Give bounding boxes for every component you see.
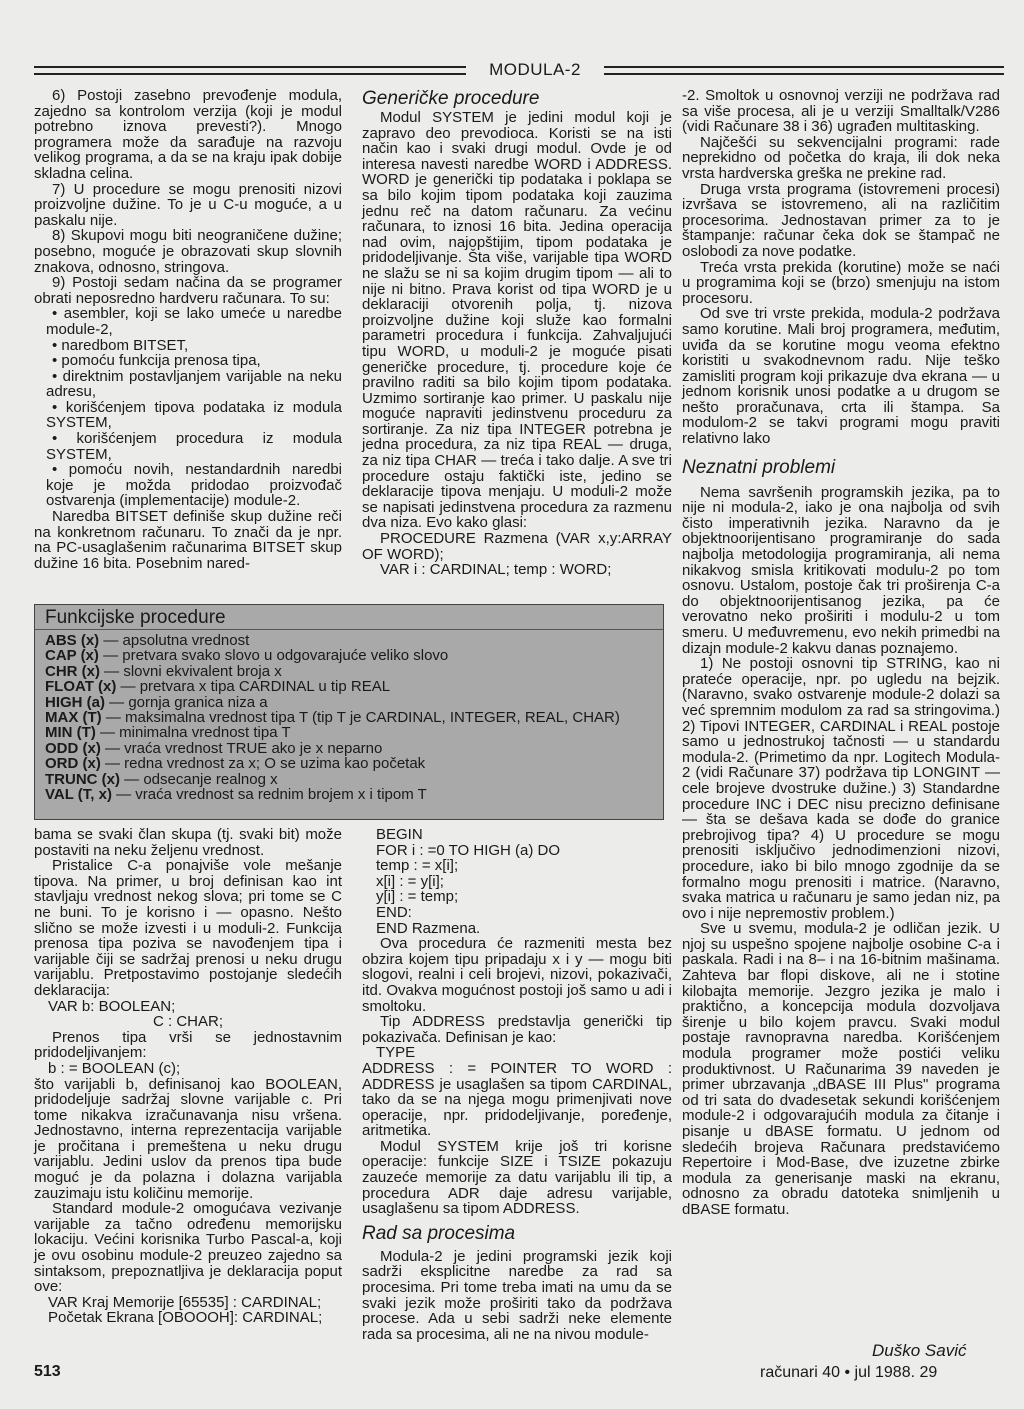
section-heading-processes: Rad sa procesima xyxy=(362,1222,516,1244)
function-name: TRUNC (x) xyxy=(45,770,120,788)
paragraph: Sve u svemu, modula-2 je odličan jezik. U njoj su uspešno spojene najbolje osobine C-a i paskala. Radi i na 8– i na 16-bitnim mašinama. Zahteva bar flopi diskove, ali ne i stotine kilobajta memorije. Jezgro jezika je malo i praktično, a koncepcija modula dozvoljava širenje u bilo kojem pravcu. Svaki modul postaje ravnopravna naredba. Korišćenjem modula programer može postići veliku produktivnost. U Računarima 39 naveden je primer ubrzavanja „dBASE III Plus" programa od tri sata do dvadesetak sekundi korišćenjem module-2 i odgovarajućih modula za čitanje i pisanje u dBASE formatu. U jednom od sledećih brojeva Računara predstavićemo Repertoire i Mod-Base, dve izuzetne zbirke modula za generisanje maski na ekranu, odnosno za obradu datoteka snimljenih u dBASE formatu. xyxy=(682,920,1000,1218)
function-row xyxy=(45,664,655,679)
section-heading-minor-problems: Neznatni problemi xyxy=(682,456,836,478)
page-number-left: 513 xyxy=(34,1363,61,1380)
paragraph: 9) Postoji sedam načina da se programer obrati neposredno hardveru računara. To su: xyxy=(34,274,342,307)
running-title: MODULA-2 xyxy=(489,60,581,79)
paragraph: x[i] : = y[i]; xyxy=(376,872,444,890)
column-1-bottom xyxy=(34,827,342,1326)
box-title: Funkcijske procedure xyxy=(45,607,226,628)
paragraph: -2. Smoltok u osnovnoj verziji ne podržava rad sa više procesa, ali je u verziji Smalltalk/V286 (vidi Računare 38 i 36) ugrađen multitasking. xyxy=(682,87,1000,136)
function-description: — vraća vrednost sa rednim brojem x i tipom T xyxy=(111,786,427,804)
paragraph: Pristalice C-a ponajviše vole mešanje tipova. Na primer, u broj definisan kao int stavljaju vrednost nekog slova; pri tome se C ne buni. To je korisno i — opasno. Nešto slično se može izvesti i u moduli-2. Funkcija prenosa tipa poziva se navođenjem tipa i varijable čiji se sadržaj prenosi u neku drugu varijablu. Pretpostavimo postojanje sledećih deklaracija: xyxy=(34,857,342,999)
paragraph: 8) Skupovi mogu biti neograničene dužine; posebno, moguće je obrazovati skup slovnih znakova, odnosno, stringova. xyxy=(34,227,342,276)
column-1-top xyxy=(34,88,342,571)
paragraph: VAR Kraj Memorije [65535] : CARDINAL; xyxy=(48,1293,322,1311)
function-name: ORD (x) xyxy=(45,755,101,773)
function-description: — minimalna vrednost tipa T xyxy=(95,724,291,742)
function-name: FLOAT (x) xyxy=(45,678,117,696)
paragraph: Standard module-2 omogućava vezivanje varijable za tačno određenu memorijsku lokaciju. Većini korisnika Turbo Pascal-a, koji je ovu osobinu module-2 preuzeo zajedno sa sintaksom, prepoznatljiva je deklaracija poput ove: xyxy=(34,1200,342,1296)
paragraph: END: xyxy=(376,903,412,921)
function-name: HIGH (a) xyxy=(45,693,105,711)
function-row xyxy=(45,756,655,771)
section-heading-generic-procedures: Generičke procedure xyxy=(362,88,540,109)
paragraph: Najčešći su sekvencijalni programi: rade neprekidno od početka do kraja, ili dok neka vrsta hardverska greška ne prekine rad. xyxy=(682,133,1000,182)
function-description: — pretvara svako slovo u odgovarajuće veliko slovo xyxy=(98,647,449,665)
box-header xyxy=(35,605,663,630)
function-name: CHR (x) xyxy=(45,662,100,680)
function-description: — apsolutna vrednost xyxy=(99,632,250,649)
function-description: — odsecanje realnog x xyxy=(120,770,278,788)
paragraph: END Razmena. xyxy=(376,919,481,937)
function-row xyxy=(45,695,655,710)
paragraph: • pomoću novih, nestandardnih naredbi koje je možda pridodao proizvođač ostvarenja (implementacije) module-2. xyxy=(46,461,342,510)
column-2-code-and-text xyxy=(362,827,672,1217)
function-row xyxy=(45,787,655,802)
page-header xyxy=(34,60,1004,80)
paragraph: Modul SYSTEM krije još tri korisne operacije: funkcije SIZE i TSIZE pokazuju zauzeće memorije za datu varijablu ili tip, a procedura ADR daje adresu varijable, usaglašenu sa tipom ADDRESS. xyxy=(362,1137,672,1218)
function-procedures-box xyxy=(34,604,664,820)
paragraph: Naredba BITSET definiše skup dužine reči na konkretnom računaru. To znači da je npr. na PC-usaglašenim računarima BITSET skup dužine 16 bita. Posebnim nared- xyxy=(34,508,342,572)
function-description: — redna vrednost za x; O se uzima kao početak xyxy=(100,755,426,773)
paragraph: Početak Ekrana [OBOOOH]: CARDINAL; xyxy=(48,1309,323,1327)
paragraph: Druga vrsta programa (istovremeni procesi) izvršava se istovremeno, ali na različitim procesorima. Jednostavan primer za to je štampanje: računar čeka dok se štampač ne oslobodi za nove podatke. xyxy=(682,180,1000,260)
paragraph: C : CHAR; xyxy=(152,1013,223,1031)
paragraph: Nema savršenih programskih jezika, pa to nije ni modula-2, iako je ona najbolja od svih čisto imperativnih jezika. Naravno da je objektnoorijentisano programiranje do sada najbolja metodologija programiranja, ali nema nikakvog smisla kritikovati modulu-2 po tom osnovu. Ustalom, postoje čak tri proširenja C-a do objektnoorijentisanog jezika, pa će verovatno neko proširiti i modulu-2 u tom smeru. U međuvremenu, evo nekih primedbi na dizajn module-2 kakvu danas poznajemo. xyxy=(682,483,1000,657)
column-3-text xyxy=(682,88,1000,447)
function-row xyxy=(45,710,655,725)
function-row xyxy=(45,633,655,648)
paragraph: ADDRESS : = POINTER TO WORD : ADDRESS je usaglašen sa tipom CARDINAL, tako da se na njega mogu primenjivati nove operacije, npr. pridodeljivanje, poređenje, aritmetika. xyxy=(362,1059,672,1140)
paragraph: 7) U procedure se mogu prenositi nizovi proizvoljne dužine. To je u C-u moguće, a u paskalu nije. xyxy=(34,180,342,229)
author-signature: Duško Savić xyxy=(872,1341,967,1360)
paragraph: FOR i : =0 TO HIGH (a) DO xyxy=(376,841,561,859)
paragraph: • naredbom BITSET, xyxy=(52,336,189,354)
function-name: MIN (T) xyxy=(45,724,96,742)
paragraph: što varijabli b, definisanoj kao BOOLEAN, pridodeljuje sadržaj slovne varijable c. Pri tome nikakva izračunavanja nisu vršena. Jednostavno, interna reprezentacija varijable je pročitana i premeštena u neku drugu varijablu. Jedini uslov da prenos tipa bude moguć je da polazna i dolazna varijabla zauzimaju istu količinu memorije. xyxy=(34,1075,342,1202)
issue-footer: računari 40 • jul 1988. 29 xyxy=(760,1364,938,1381)
paragraph: Modul SYSTEM je jedini modul koji je zapravo deo prevodioca. Koristi se na isti način kao i svaki drugi modul. Ovde je od interesa navesti naredbe WORD i ADDRESS. WORD je generički tip podataka i poklapa se sa bilo kojim tipom podataka koji zauzima jednu reč na datom računaru. Za većinu računara, to iznosi 16 bita. Jedina operacija nad ovim, najopštijim, tipom podataka je pridodeljivanje. Šta više, varijable tipa WORD ne slažu se ni sa kojim drugim tipom — ali to nije ni bitno. Prava korist od tipa WORD je u deklaraciji otvorenih polja, tj. nizova proizvoljne dužine koji služe kao formalni parametri procedura i funkcija. Zahvaljujući tipu WORD, u moduli-2 je moguće pisati generičke procedure, tj. procedure koje će pravilno raditi sa bilo kojim tipom podataka. Uzmimo sortiranje kao primer. U paskalu nije moguće napraviti jedinstvenu proceduru za sortiranje. Za niz tipa INTEGER potrebna je jedna procedura, za niz tipa REAL — druga, za niz tipa CHAR — treća i tako dalje. A sve tri procedure ostaju faktički iste, jedino se deklaracije tipova menjaju. U moduli-2 može se napisati jedinstvena procedura za razmenu dva niza. Evo kako glasi: xyxy=(362,109,672,532)
paragraph: 1) Ne postoji osnovni tip STRING, kao ni prateće operacije, npr. po ugledu na bejzik. (Naravno, svako ostvarenje module-2 dolazi sa već spremnim modulom za rad sa stringovima.) 2) Tipovi INTEGER, CARDINAL i REAL postoje samo u jednostrukoj tačnosti — u standardu modula-2. (Primetimo da npr. Logitech Modula-2 (vidi Računare 37) podržava tip LONGINT — cele brojeve dvostruke dužine.) 3) Standardne procedure INC i DEC nisu precizno definisane — šta se dešava kada se dođe do granice prebrojivog tipa? 4) U procedure se mogu prenositi isključivo jednodimenzioni nizovi, procedure, iako bi bilo mnogo zgodnije da se formalno mogu prenositi i matrice. (Naravno, svaka matrica u računaru je samo jedan niz, pa ovo i nije nepremostiv problem.) xyxy=(682,655,1000,922)
function-row xyxy=(45,679,655,694)
column-2-top xyxy=(362,88,672,578)
paragraph: • korišćenjem tipova podataka iz modula SYSTEM, xyxy=(46,398,342,432)
paragraph: • direktnim postavljanjem varijable na neku adresu, xyxy=(46,367,342,401)
paragraph: • asembler, koji se lako umeće u naredbe module-2, xyxy=(46,305,342,338)
function-description: — vraća vrednost TRUE ako je x neparno xyxy=(100,739,383,757)
function-name: ABS (x) xyxy=(45,632,100,649)
paragraph: y[i] : = temp; xyxy=(376,888,459,906)
function-name: ODD (x) xyxy=(45,739,101,757)
function-row xyxy=(45,725,655,740)
function-description: — maksimalna vrednost tipa T (tip T je CARDINAL, INTEGER, REAL, CHAR) xyxy=(101,709,620,727)
function-name: VAL (T, x) xyxy=(45,786,112,804)
paragraph: Ova procedura će razmeniti mesta bez obzira kojem tipu pripadaju x i y — mogu biti slogovi, realni i celi brojevi, nizovi, pokazivači, itd. Ovakva mogućnost postoji još samo u adi i smoltoku. xyxy=(362,935,672,1015)
paragraph: VAR b: BOOLEAN; xyxy=(48,997,176,1015)
paragraph: • korišćenjem procedura iz modula SYSTEM, xyxy=(46,430,342,463)
column-3 xyxy=(682,88,1000,1218)
function-description: — pretvara x tipa CARDINAL u tip REAL xyxy=(116,678,391,696)
function-description: — gornja granica niza a xyxy=(105,693,268,711)
paragraph: Od sve tri vrste prekida, modula-2 podržava samo korutine. Mali broj programera, međutim, uviđa da se korutine mogu veoma efektno koristiti u svakodnevnom radu. Nije teško zamisliti program koji prikazuje dva ekrana — u jednom korisnik unosi podatke a u drugom se nešto proračunava, crta ili štampa. Sa modulom-2 se takvi programi mogu praviti relativno lako xyxy=(682,305,1000,448)
column-3-text-b xyxy=(682,485,1000,1218)
column-2-bottom xyxy=(362,827,672,1342)
column-2-text xyxy=(362,110,672,578)
paragraph: Treća vrsta prekida (korutine) može se naći u programima koji se (brzo) smenjuju na istom procesoru. xyxy=(682,258,1000,307)
paragraph: temp : = x[i]; xyxy=(376,857,459,875)
paragraph: 6) Postoji zasebno prevođenje modula, zajedno sa kontrolom verzija (koji je modul potrebno iznova prevesti?). Mnogo programera može da sarađuje na razvoju velikog programa, a da se na kraju ipak dobije skladna celina. xyxy=(34,87,342,182)
paragraph: Modula-2 je jedini programski jezik koji sadrži eksplicitne naredbe za rad sa procesima. Pri tome treba imati na umu da se svaki jezik može proširiti tako da podržava procese. Ada u sebi sadrži neke elemente rada sa procesima, ali ne na nivou module- xyxy=(362,1247,672,1343)
paragraph: PROCEDURE Razmena (VAR x,y:ARRAY OF WORD); xyxy=(362,530,672,563)
paragraph: BEGIN xyxy=(376,826,423,843)
function-description: — slovni ekvivalent broja x xyxy=(100,662,282,680)
paragraph: bama se svaki član skupa (tj. svaki bit) može postaviti na neku željenu vrednost. xyxy=(34,826,342,859)
function-name: MAX (T) xyxy=(45,709,102,727)
header-rule-left xyxy=(34,66,466,75)
function-row xyxy=(45,648,655,663)
paragraph: Prenos tipa vrši se jednostavnim pridodeljivanjem: xyxy=(34,1028,342,1062)
function-row xyxy=(45,772,655,787)
paragraph: • pomoću funkcija prenosa tipa, xyxy=(52,352,261,370)
header-rule-right xyxy=(604,66,1004,75)
paragraph: VAR i : CARDINAL; temp : WORD; xyxy=(380,561,612,579)
paragraph: Tip ADDRESS predstavlja generički tip pokazivača. Definisan je kao: xyxy=(362,1013,672,1046)
paragraph: TYPE xyxy=(376,1044,416,1062)
column-2-text-c xyxy=(362,1249,672,1343)
box-rows xyxy=(45,633,655,802)
function-name: CAP (x) xyxy=(45,647,99,665)
function-row xyxy=(45,741,655,756)
paragraph: b : = BOOLEAN (c); xyxy=(48,1059,181,1077)
